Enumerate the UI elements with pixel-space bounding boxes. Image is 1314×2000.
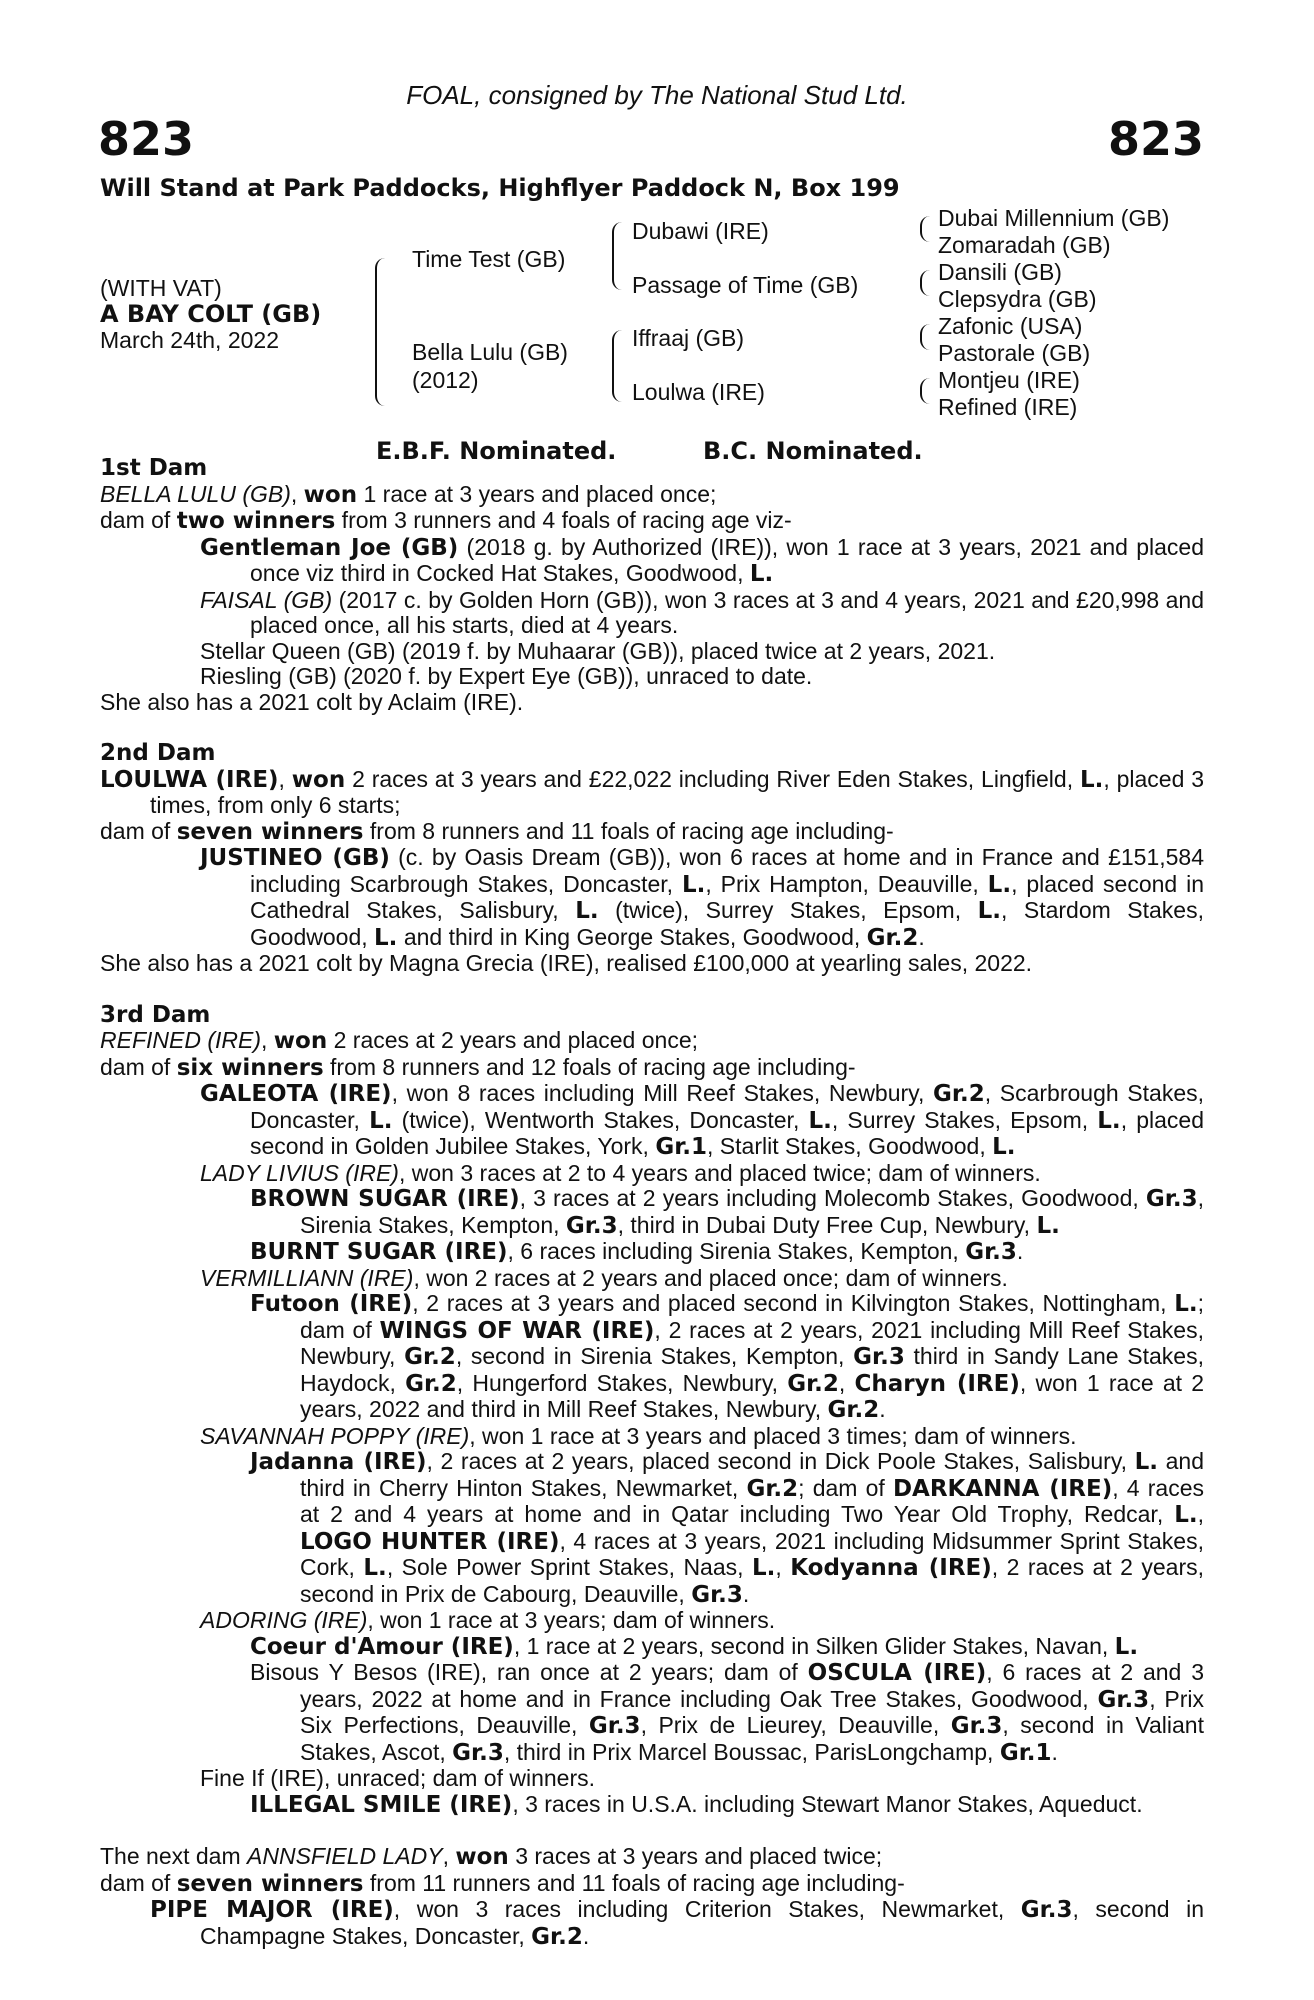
pedigree-gen2-4: Loulwa (IRE) — [632, 379, 765, 405]
lot-number-right: 823 — [1107, 112, 1204, 166]
offspring-vermilliann: VERMILLIANN (IRE), won 2 races at 2 years and placed once; dam of winners. — [200, 1264, 1008, 1291]
produce-record — [100, 456, 1204, 1950]
pedigree-sire: Time Test (GB) — [412, 246, 566, 272]
offspring-fine-if: Fine If (IRE), unraced; dam of winners. — [200, 1765, 595, 1791]
offspring-coeur-damour: Coeur d'Amour (IRE), 1 race at 2 years, second in Silken Glider Stakes, Navan, L. — [250, 1632, 1139, 1660]
offspring-pipe-major: PIPE MAJOR (IRE), won 3 races including Criterion Stakes, Newmarket, Gr.3, second in Champagne Stakes, Doncaster, Gr.2. — [150, 1896, 1204, 1950]
offspring-riesling: Riesling (GB) (2020 f. by Expert Eye (GB)), unraced to date. — [200, 663, 813, 689]
third-dam-winners: dam of six winners from 8 runners and 12 foals of racing age including- — [100, 1053, 856, 1081]
pedigree-gen3-3: Dansili (GB) — [938, 259, 1062, 285]
offspring-lady-livius: LADY LIVIUS (IRE), won 3 races at 2 to 4 years and placed twice; dam of winners. — [200, 1159, 1041, 1186]
offspring-jadanna: Jadanna (IRE), 2 races at 2 years, placed second in Dick Poole Stakes, Salisbury, L. and third in Cherry Hinton Stakes, Newmarket, Gr.2; dam of DARKANNA (IRE), 4 races at 2 and 4 years at home and in Qatar including Two Year Old Trophy, Redcar, L., LOGO HUNTER (IRE), 4 races at 3 years, 2021 including Midsummer Sprint Stakes, Cork, L., Sole Power Sprint Stakes, Naas, L., Kodyanna (IRE), 2 races at 2 years, second in Prix de Cabourg, Deauville, Gr.3. — [250, 1448, 1205, 1608]
horse-dob: March 24th, 2022 — [100, 327, 280, 353]
offspring-futoon: Futoon (IRE), 2 races at 3 years and placed second in Kilvington Stakes, Nottingham, L.; dam of WINGS OF WAR (IRE), 2 races at 2 years, 2021 including Mill Reef Stakes, Newbury, Gr.2, second in Sirenia Stakes, Kempton, Gr.3 third in Sandy Lane Stakes, Haydock, Gr.2, Hungerford Stakes, Newbury, Gr.2, Charyn (IRE), won 1 race at 2 years, 2022 and third in Mill Reef Stakes, Newbury, Gr.2. — [250, 1290, 1205, 1423]
vat-note: (WITH VAT) — [100, 275, 222, 301]
pedigree-brace-g3-2 — [920, 270, 931, 296]
offspring-illegal-smile: ILLEGAL SMILE (IRE), 3 races in U.S.A. including Stewart Manor Stakes, Aqueduct. — [250, 1790, 1143, 1818]
first-dam-line: BELLA LULU (GB), won 1 race at 3 years and placed once; — [100, 480, 717, 508]
third-dam-line: REFINED (IRE), won 2 races at 2 years and placed once; — [100, 1027, 699, 1054]
offspring-stellar-queen: Stellar Queen (GB) (2019 f. by Muhaarar (GB)), placed twice at 2 years, 2021. — [200, 637, 996, 664]
pedigree-gen3-8: Refined (IRE) — [938, 394, 1078, 420]
lot-number-left: 823 — [98, 112, 195, 166]
next-dam-line: The next dam ANNSFIELD LADY, won 3 races at 3 years and placed twice; — [100, 1843, 883, 1870]
consignor-line: FOAL, consigned by The National Stud Ltd. — [406, 80, 908, 110]
pedigree-brace-sire — [612, 222, 626, 290]
pedigree-brace-g3-3 — [920, 324, 931, 350]
offspring-faisal: FAISAL (GB) (2017 c. by Golden Horn (GB)), won 3 races at 3 and 4 years, 2021 and £20,998 and placed once, all his starts, died at 4 years. — [200, 586, 1204, 638]
pedigree-gen2-1: Dubawi (IRE) — [632, 218, 769, 244]
second-dam-winners: dam of seven winners from 8 runners and 11 foals of racing age including- — [100, 817, 894, 845]
offspring-bisous-y-besos: Bisous Y Besos (IRE), ran once at 2 years; dam of OSCULA (IRE), 6 races at 2 and 3 years, 2022 at home and in France including Oak Tree Stakes, Goodwood, Gr.3, Prix Six Perfections, Deauville, Gr.3, Prix de Lieurey, Deauville, Gr.3, second in Valiant Stakes, Ascot, Gr.3, third in Prix Marcel Boussac, ParisLongchamp, Gr.1. — [250, 1659, 1205, 1766]
third-dam-heading: 3rd Dam — [100, 1001, 211, 1028]
horse-name: A BAY COLT (GB) — [100, 300, 322, 328]
pedigree-brace-dam — [612, 330, 626, 402]
second-dam-also: She also has a 2021 colt by Magna Grecia (IRE), realised £100,000 at yearling sales, 2022. — [100, 950, 1033, 976]
pedigree-gen3-5: Zafonic (USA) — [938, 313, 1083, 339]
next-dam-winners: dam of seven winners from 11 runners and 11 foals of racing age including- — [100, 1869, 905, 1897]
pedigree-gen2-2: Passage of Time (GB) — [632, 272, 859, 298]
second-dam-line: LOULWA (IRE), won 2 races at 3 years and £22,022 including River Eden Stakes, Lingfield, L., placed 3 times, from only 6 starts; — [100, 765, 1205, 818]
pedigree-brace-g3-1 — [920, 216, 931, 242]
stand-location: Will Stand at Park Paddocks, Highflyer Paddock N, Box 199 — [100, 174, 900, 202]
pedigree-dam: Bella Lulu (GB) — [412, 339, 568, 365]
first-dam-heading: 1st Dam — [100, 455, 208, 481]
pedigree-gen3-7: Montjeu (IRE) — [938, 367, 1080, 393]
offspring-justineo: JUSTINEO (GB) (c. by Oasis Dream (GB)), won 6 races at home and in France and £151,584 including Scarbrough Stakes, Doncaster, L., Prix Hampton, Deauville, L., placed second in Cathedral Stakes, Salisbury, L. (twice), Surrey Stakes, Epsom, L., Stardom Stakes, Goodwood, L. and third in King George Stakes, Goodwood, Gr.2. — [200, 844, 1205, 951]
pedigree-gen3-2: Zomaradah (GB) — [938, 232, 1111, 258]
offspring-adoring: ADORING (IRE), won 1 race at 3 years; dam of winners. — [200, 1607, 776, 1633]
ebf-nomination: E.B.F. Nominated. — [376, 437, 617, 465]
first-dam-also: She also has a 2021 colt by Aclaim (IRE). — [100, 688, 524, 715]
pedigree-gen2-3: Iffraaj (GB) — [632, 325, 745, 351]
pedigree-brace-g3-4 — [920, 378, 931, 404]
pedigree-dam-year: (2012) — [412, 367, 479, 393]
second-dam-heading: 2nd Dam — [100, 740, 216, 766]
offspring-galeota: GALEOTA (IRE), won 8 races including Mill Reef Stakes, Newbury, Gr.2, Scarbrough Stakes, Doncaster, L. (twice), Wentworth Stakes, Doncaster, L., Surrey Stakes, Epsom, L., placed second in Golden Jubilee Stakes, York, Gr.1, Starlit Stakes, Goodwood, L. — [200, 1080, 1204, 1160]
offspring-savannah-poppy: SAVANNAH POPPY (IRE), won 1 race at 3 years and placed 3 times; dam of winners. — [200, 1422, 1077, 1449]
first-dam-winners: dam of two winners from 3 runners and 4 foals of racing age viz- — [100, 507, 792, 534]
offspring-gentleman-joe: Gentleman Joe (GB) (2018 g. by Authorized (IRE)), won 1 race at 3 years, 2021 and placed once viz third in Cocked Hat Stakes, Goodwood, L. — [200, 533, 1204, 587]
pedigree-gen3-1: Dubai Millennium (GB) — [938, 205, 1170, 231]
pedigree-gen3-4: Clepsydra (GB) — [938, 286, 1097, 312]
pedigree-gen3-6: Pastorale (GB) — [938, 340, 1091, 366]
offspring-burnt-sugar: BURNT SUGAR (IRE), 6 races including Sirenia Stakes, Kempton, Gr.3. — [250, 1238, 1024, 1265]
bc-nomination: B.C. Nominated. — [703, 437, 923, 465]
pedigree-brace-main — [375, 258, 391, 406]
offspring-brown-sugar: BROWN SUGAR (IRE), 3 races at 2 years including Molecomb Stakes, Goodwood, Gr.3, Sirenia Stakes, Kempton, Gr.3, third in Dubai Duty Free Cup, Newbury, L. — [250, 1185, 1204, 1239]
